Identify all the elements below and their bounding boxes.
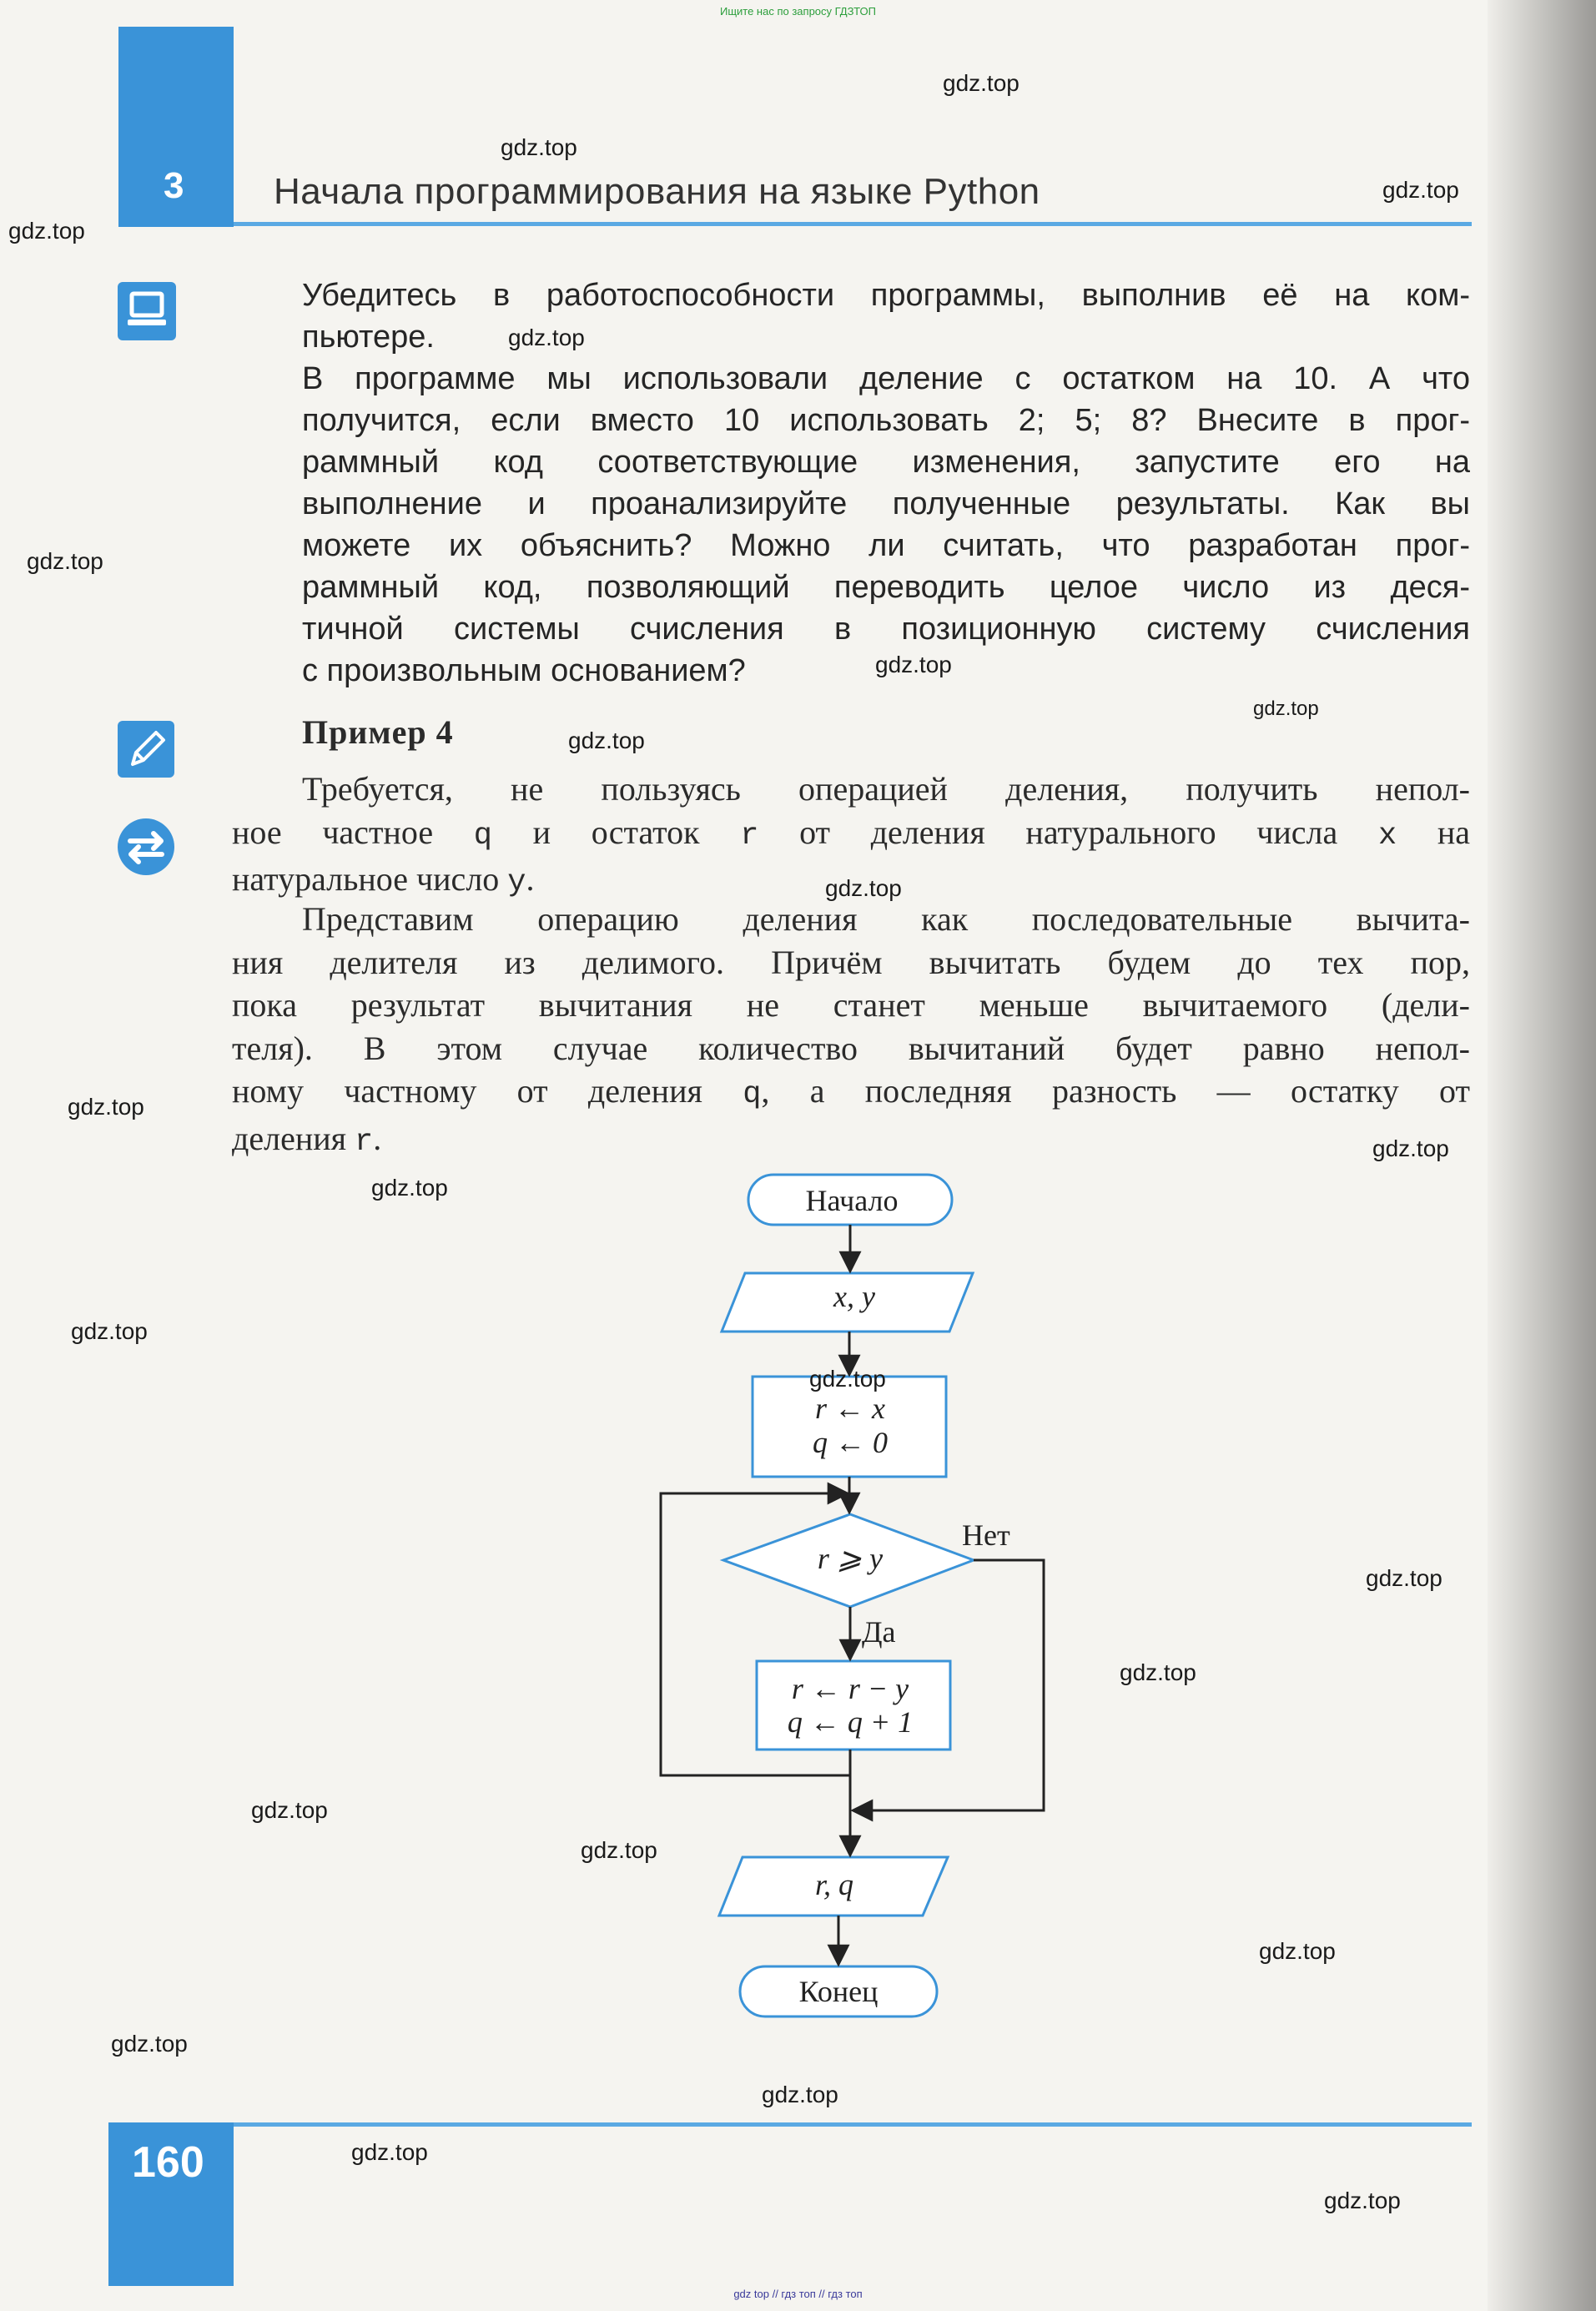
- watermark: gdz.top: [371, 1175, 448, 1201]
- text-run: Требуется, не пользуясь операцией деления, получить непол-: [302, 770, 1470, 808]
- text-run: деления: [232, 1119, 355, 1157]
- text-run: от деления натурального числа: [758, 813, 1378, 851]
- page-number: 160: [132, 2138, 204, 2187]
- text-run: .: [526, 860, 535, 898]
- watermark: gdz.top: [501, 134, 577, 160]
- text-run: .: [373, 1119, 382, 1157]
- watermark: gdz.top: [1253, 697, 1319, 720]
- watermark: gdz.top: [1382, 177, 1459, 203]
- watermark: gdz.top: [943, 70, 1020, 96]
- page-header-title: Начала программирования на языке Python: [274, 171, 1040, 212]
- watermark: gdz.top: [111, 2031, 188, 2057]
- text-run: пока результат вычитания не станет меньше вычитаемого (дели-: [232, 986, 1470, 1024]
- watermark: gdz.top: [1324, 2188, 1401, 2213]
- task-line: В программе мы использовали деление с остатком на 10. А что: [302, 361, 1470, 396]
- init-label-1: r ← x: [815, 1392, 885, 1425]
- text-run: и остаток: [491, 813, 741, 851]
- code-var: r: [355, 1124, 374, 1160]
- init-label-2: q ← 0: [813, 1426, 888, 1459]
- watermark: gdz.top: [351, 2139, 428, 2165]
- start-label: Начало: [805, 1184, 899, 1217]
- watermark: gdz.top: [875, 652, 952, 677]
- no-label: Нет: [962, 1518, 1010, 1552]
- text-run: ное частное: [232, 813, 474, 851]
- chapter-number: 3: [164, 165, 184, 206]
- text-run: ния делителя из делимого. Причём вычитать будем до тех пор,: [232, 943, 1470, 981]
- watermark: gdz.top: [508, 325, 585, 350]
- bottom-note: gdz top // гдз топ // гдз топ: [733, 2288, 863, 2300]
- end-label: Конец: [798, 1975, 879, 2008]
- code-var: y: [507, 865, 526, 900]
- task-line: раммный код, позволяющий переводить целое число из деся-: [302, 570, 1470, 605]
- watermark: gdz.top: [71, 1318, 148, 1344]
- text-run: теля). В этом случае количество вычитаний будет равно непол-: [232, 1029, 1470, 1067]
- watermark: gdz.top: [8, 218, 85, 244]
- task-line: Убедитесь в работоспособности программы, выполнив её на ком-: [302, 278, 1470, 313]
- top-note: Ищите нас по запросу ГДЗТОП: [719, 5, 876, 18]
- output-label: r, q: [814, 1868, 854, 1901]
- watermark: gdz.top: [762, 2082, 838, 2107]
- task-line: пьютере.: [302, 320, 435, 355]
- text-run: натуральное число: [232, 860, 508, 898]
- footer-rule: [234, 2122, 1472, 2127]
- text-run: Представим операцию деления как последовательные вычита-: [302, 900, 1470, 938]
- watermark: gdz.top: [581, 1837, 657, 1863]
- watermark: gdz.top: [568, 728, 645, 753]
- watermark: gdz.top: [825, 875, 902, 901]
- text-run: , а последняя разность — остатку от: [761, 1072, 1470, 1110]
- condition-label: r ⩾ y: [817, 1542, 884, 1575]
- code-var: q: [473, 818, 492, 853]
- watermark: gdz.top: [1366, 1565, 1442, 1591]
- code-var: r: [740, 818, 759, 853]
- watermark: gdz.top: [251, 1797, 328, 1823]
- example-heading: Пример 4: [302, 713, 454, 751]
- code-var: x: [1377, 818, 1397, 853]
- watermark: gdz.top: [68, 1094, 144, 1120]
- watermark: gdz.top: [27, 548, 103, 574]
- watermark: gdz.top: [1372, 1135, 1449, 1161]
- task-line: получится, если вместо 10 использовать 2; 5; 8? Внесите в прог-: [302, 403, 1470, 438]
- body-label-2: q ← q + 1: [787, 1705, 914, 1739]
- task-line: выполнение и проанализируйте полученные результаты. Как вы: [302, 486, 1470, 521]
- body-label-1: r ← r − y: [791, 1672, 909, 1705]
- yes-label: Да: [862, 1615, 896, 1649]
- watermark: gdz.top: [1120, 1659, 1196, 1685]
- task-line: можете их объяснить? Можно ли считать, что разработан прог-: [302, 528, 1470, 563]
- input-label: x, y: [833, 1280, 875, 1313]
- watermark: gdz.top: [809, 1366, 886, 1392]
- task-line: тичной системы счисления в позиционную систему счисления: [302, 612, 1470, 647]
- text-run: на: [1397, 813, 1470, 851]
- text-run: ному частному от деления: [232, 1072, 743, 1110]
- watermark: gdz.top: [1259, 1938, 1336, 1964]
- code-var: q: [743, 1077, 762, 1112]
- task-line: с произвольным основанием?: [302, 653, 746, 688]
- task-line: раммный код соответствующие изменения, запустите его на: [302, 445, 1470, 480]
